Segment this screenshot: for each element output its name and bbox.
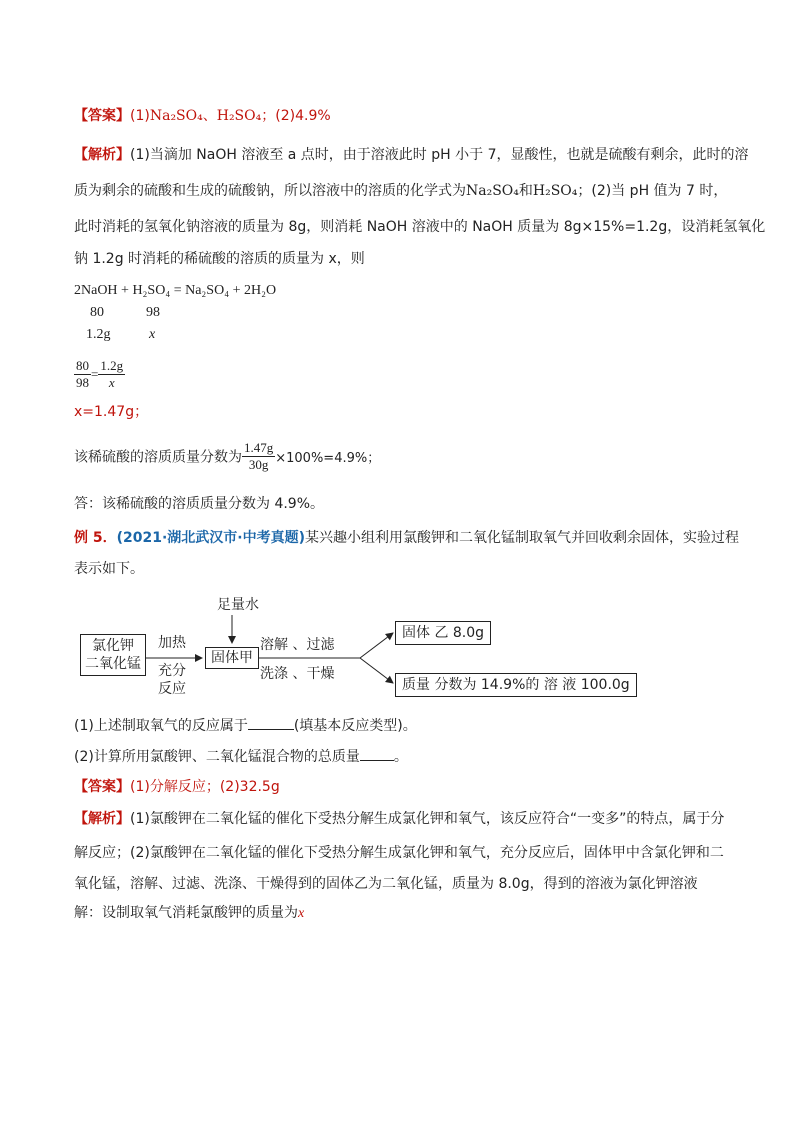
analysis-2-line-1 — [74, 809, 724, 829]
answer-1-prefix: (1) — [130, 108, 150, 124]
percent-fraction-denominator: 30g — [248, 457, 269, 472]
fraction-left-numerator: 80 — [76, 358, 89, 373]
box-solution: 质量 分数为 14.9%的 溶 液 100.0g — [395, 673, 637, 697]
question-1-suffix: (填基本反应类型)。 — [293, 718, 417, 734]
arrow-solution — [360, 658, 393, 683]
example-5-source: (2021·湖北武汉市·中考真题) — [116, 530, 306, 546]
analysis-1-formula-1: Na₂SO₄ — [466, 183, 519, 199]
mass-x: x — [149, 327, 156, 342]
question-1 — [74, 715, 417, 736]
analysis-2-tag: 【解析】 — [74, 811, 130, 827]
analysis-2-text-1: (1)氯酸钾在二氧化锰的催化下受热分解生成氯化钾和氧气，该反应符合“一变多”的特点，属于分 — [130, 811, 725, 827]
answer-2-text: (1)分解反应；(2)32.5g — [130, 779, 280, 795]
reaction-equation: 2NaOH + H₂SO₄ = Na₂SO₄ + 2H₂O — [74, 283, 277, 298]
analysis-tag: 【解析】 — [74, 147, 130, 163]
fraction-right-numerator: 1.2g — [100, 358, 124, 373]
answer-blank-1[interactable] — [248, 715, 294, 730]
percent-line-suffix: ×100%=4.9%； — [275, 451, 381, 466]
answer-2 — [74, 777, 280, 797]
fraction-left-denominator: 98 — [76, 375, 89, 390]
answer-1-separator: 、 — [202, 108, 217, 124]
question-2-prefix: (2)计算所用氯酸钾、二氧化锰混合物的总质量 — [74, 749, 360, 765]
answer-1-formula-2: H₂SO₄ — [216, 108, 262, 124]
analysis-2-text-4: 解：设制取氧气消耗氯酸钾的质量为 — [74, 905, 298, 921]
box-solid-a: 固体甲 — [205, 647, 259, 669]
percent-fraction-numerator: 1.47g — [244, 440, 274, 455]
molar-mass-h2so4: 98 — [146, 305, 160, 320]
label-react-2: 反应 — [158, 681, 186, 697]
answer-1-formula-1: Na₂SO₄ — [149, 108, 203, 124]
analysis-2-line-3: 氧化锰，溶解、过滤、洗涤、干燥得到的固体乙为二氧化锰，质量为 8.0g，得到的溶液为氯化钾溶液 — [74, 876, 698, 892]
example-5-label: 例 5． — [74, 530, 117, 546]
analysis-1-text-2b: ；(2)当 pH 值为 7 时， — [577, 183, 728, 199]
answer-blank-2[interactable] — [360, 746, 394, 761]
box-start-mixture — [80, 634, 146, 676]
example-5-line-2: 表示如下。 — [74, 561, 144, 577]
arrow-solid-b — [360, 633, 393, 658]
question-2-suffix: 。 — [393, 749, 408, 765]
analysis-1-and: 和 — [518, 183, 533, 199]
percent-line-prefix: 该稀硫酸的溶质质量分数为 — [74, 449, 242, 466]
proportion: $\frac{80}{98}$ = $\frac{1.2g}{x}$ — [76, 358, 124, 390]
result-x: x=1.47g； — [74, 404, 149, 420]
analysis-1-formula-2: H₂SO₄ — [532, 183, 578, 199]
start-line-1: 氯化钾 — [92, 638, 134, 654]
answer-tag: 【答案】 — [74, 108, 130, 124]
label-react-1: 充分 — [158, 663, 186, 679]
start-line-2: 二氧化锰 — [85, 656, 141, 672]
label-heat: 加热 — [158, 635, 186, 651]
analysis-1-line-3: 此时消耗的氢氧化钠溶液的质量为 8g，则消耗 NaOH 溶液中的 NaOH 质量为 8g×15%=1.2g，设消耗氢氧化 — [74, 219, 766, 235]
analysis-1-text-1: (1)当滴加 NaOH 溶液至 a 点时，由于溶液此时 pH 小于 7，显酸性，也就是硫酸有剩余，此时的溶 — [130, 147, 749, 163]
analysis-2-variable: x — [298, 906, 305, 921]
label-wash-dry: 洗涤 、干燥 — [260, 666, 335, 682]
conclusion: 答：该稀硫酸的溶质质量分数为 4.9%。 — [74, 496, 325, 512]
answer-1-suffix: ；(2)4.9% — [261, 108, 331, 124]
analysis-2-line-4 — [74, 903, 304, 924]
molar-mass-naoh: 80 — [90, 305, 104, 320]
analysis-2-line-2: 解反应；(2)氯酸钾在二氧化锰的催化下受热分解生成氯化钾和氧气，充分反应后，固体甲中含氯化钾和二 — [74, 845, 724, 861]
answer-2-tag: 【答案】 — [74, 779, 130, 795]
fraction-right-denominator: x — [108, 375, 115, 390]
box-solid-b: 固体 乙 8.0g — [395, 621, 491, 645]
label-dissolve-filter: 溶解 、过滤 — [260, 637, 335, 653]
mass-naoh: 1.2g — [86, 327, 111, 342]
question-2 — [74, 746, 408, 767]
analysis-1-text-2a: 质为剩余的硫酸和生成的硫酸钠，所以溶液中的溶质的化学式为 — [74, 183, 466, 199]
label-water: 足量水 — [217, 597, 259, 613]
example-5-text-1: 某兴趣小组利用氯酸钾和二氧化锰制取氧气并回收剩余固体，实验过程 — [305, 530, 740, 546]
question-1-prefix: (1)上述制取氧气的反应属于 — [74, 718, 248, 734]
analysis-1-line-4: 钠 1.2g 时消耗的稀硫酸的溶质的质量为 x，则 — [74, 251, 365, 267]
